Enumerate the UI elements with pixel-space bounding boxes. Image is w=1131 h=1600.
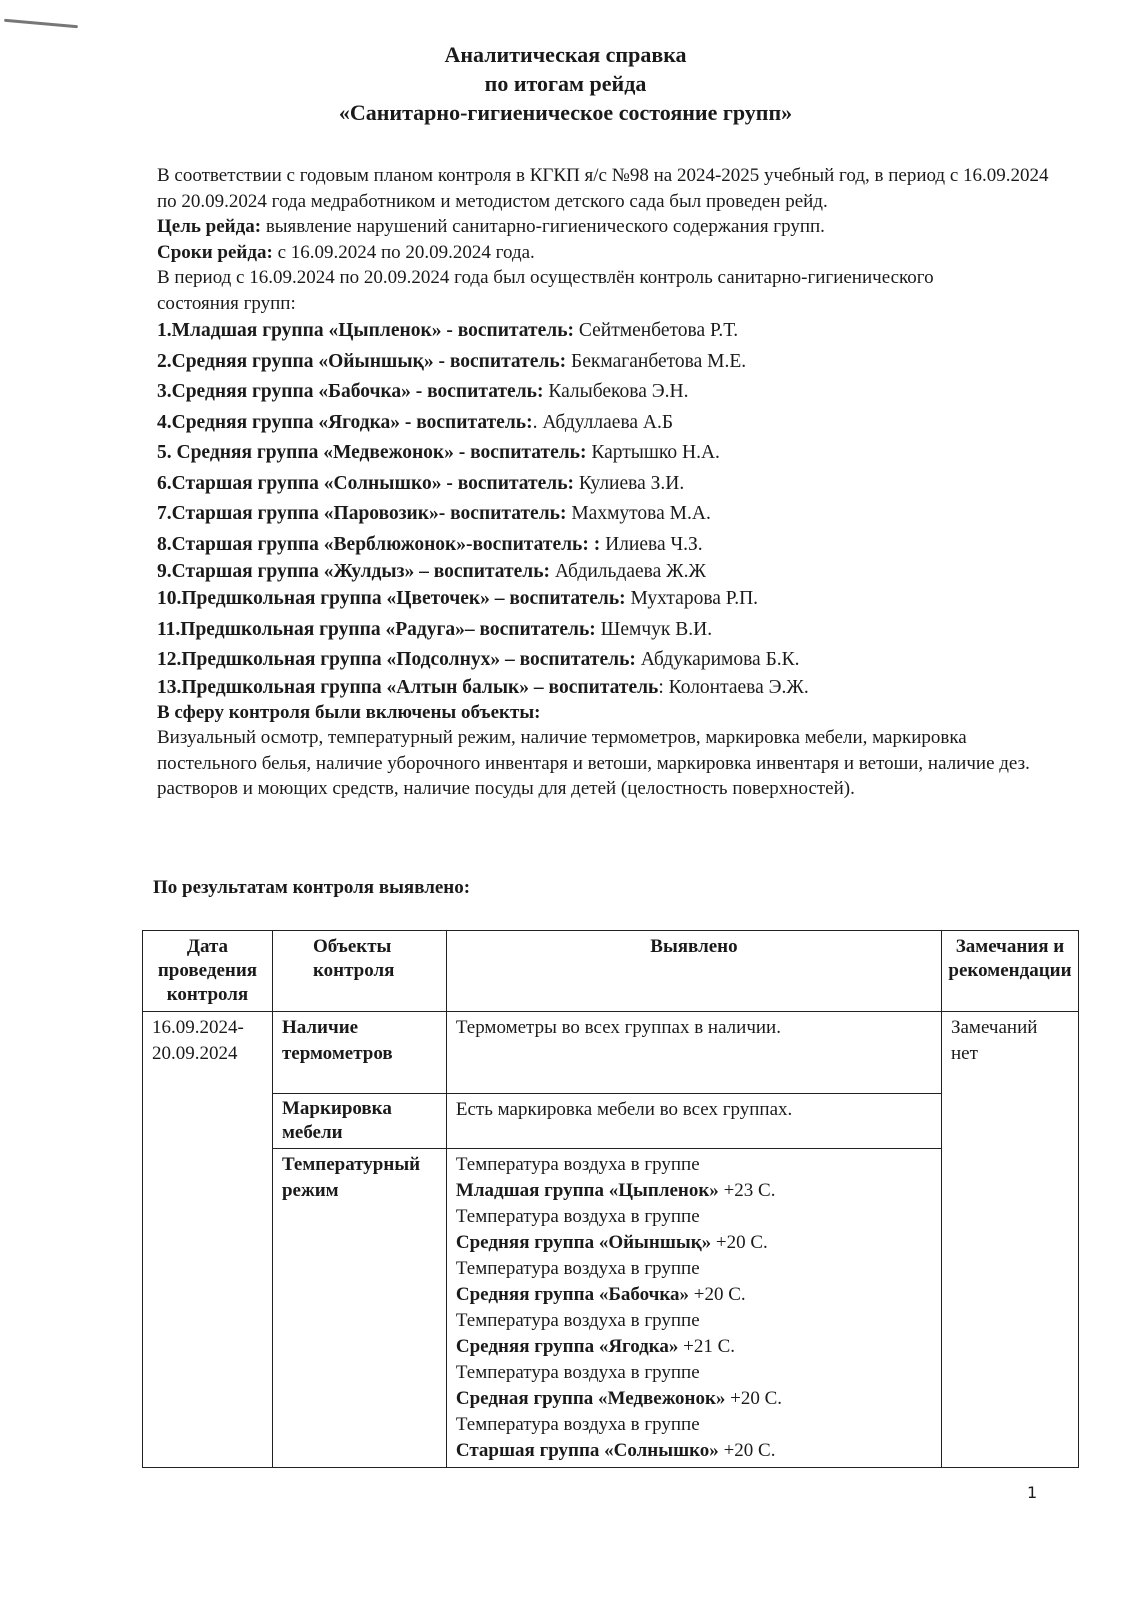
list-item: 11.Предшкольная группа «Радуга»– воспитатель: Шемчук В.И. — [157, 618, 713, 640]
temp-entry: Старшая группа «Солнышко» +20 С. — [455, 1440, 776, 1461]
remarks-cell: Замечаний нет — [941, 1012, 1078, 1468]
list-item: 3.Средняя группа «Бабочка» - воспитатель: Калыбекова Э.Н. — [157, 381, 689, 402]
found-cell: Термометры во всех группах в наличии. — [446, 1012, 941, 1094]
title-line-3: «Санитарно-гигиеническое состояние групп» — [338, 100, 793, 125]
group-list — [157, 316, 1057, 700]
document-title — [0, 40, 1131, 127]
temp-prefix: Температура воздуха в группе — [455, 1310, 700, 1331]
title-line-1: Аналитическая справка — [444, 42, 687, 67]
object-cell: Температурный режим — [272, 1149, 446, 1468]
header-date: Дата проведения контроля — [143, 931, 273, 1012]
goal-line — [157, 214, 1057, 240]
header-remarks: Замечания и рекомендации — [941, 931, 1078, 1012]
table-row — [143, 1094, 1079, 1149]
scan-artifact-mark — [4, 19, 78, 28]
terms-line — [157, 240, 1057, 266]
list-item: 1.Младшая группа «Цыпленок» - воспитатель: Сейтменбетова Р.Т. — [157, 320, 739, 341]
temp-entry: Средняя группа «Бабочка» +20 С. — [455, 1284, 746, 1305]
control-paragraph: В период с 16.09.2024 по 20.09.2024 года был осуществлён контроль санитарно-гигиенического состояния групп: — [157, 267, 934, 314]
found-cell — [446, 1149, 941, 1468]
date-cell: 16.09.2024-20.09.2024 — [143, 1012, 273, 1468]
scope-paragraph: Визуальный осмотр, температурный режим, наличие термометров, маркировка мебели, маркировка постельного белья, наличие уборочного инвентаря и ветоши, маркировка инвентаря и ветоши, наличие дез. растворов и моющих средств, наличие посуды для детей (целостность поверхностей). — [157, 727, 1030, 799]
found-cell: Есть маркировка мебели во всех группах. — [446, 1094, 941, 1149]
list-item: 8.Старшая группа «Верблюжонок»-воспитатель: : Илиева Ч.З. — [157, 533, 703, 555]
list-item: 10.Предшкольная группа «Цветочек» – воспитатель: Мухтарова Р.П. — [157, 588, 759, 609]
temp-entry: Средняя группа «Ягодка» +21 С. — [455, 1336, 736, 1357]
temp-prefix: Температура воздуха в группе — [455, 1414, 700, 1435]
list-item: 2.Средняя группа «Ойыншық» - воспитатель: Бекмаганбетова М.Е. — [157, 350, 747, 372]
terms-label: Сроки рейда: — [157, 241, 273, 263]
temp-prefix: Температура воздуха в группе — [455, 1154, 700, 1175]
table-header-row — [143, 931, 1079, 1012]
list-item: 13.Предшкольная группа «Алтын балык» – воспитатель: Колонтаева Э.Ж. — [157, 676, 809, 698]
results-table — [142, 930, 1079, 1468]
goal-text: выявление нарушений санитарно-гигиенического содержания групп. — [261, 216, 825, 237]
temp-prefix: Температура воздуха в группе — [455, 1206, 700, 1227]
page-number: 1 — [1027, 1483, 1038, 1502]
temp-prefix: Температура воздуха в группе — [455, 1258, 700, 1279]
object-cell: Наличие термометров — [272, 1012, 446, 1094]
terms-text: с 16.09.2024 по 20.09.2024 года. — [272, 241, 535, 263]
list-item: 4.Средняя группа «Ягодка» - воспитатель:. Абдуллаева А.Б — [157, 411, 674, 433]
scope-heading: В сферу контроля были включены объекты: — [157, 701, 541, 723]
list-item: 7.Старшая группа «Паровозик»- воспитатель: Махмутова М.А. — [157, 503, 711, 524]
object-cell: Маркировка мебели — [272, 1094, 446, 1149]
header-found: Выявлено — [446, 931, 941, 1012]
header-objects: Объекты контроля — [272, 931, 446, 1012]
temp-entry: Младшая группа «Цыпленок» +23 С. — [455, 1180, 776, 1201]
title-line-2: по итогам рейда — [484, 71, 647, 96]
intro-paragraph: В соответствии с годовым планом контроля в КГКП я/с №98 на 2024-2025 учебный год, в период с 16.09.2024 по 20.09.2024 года медработником и методистом детского сада был проведен рейд. — [157, 165, 1049, 212]
list-item: 12.Предшкольная группа «Подсолнух» – воспитатель: Абдукаримова Б.К. — [157, 649, 800, 670]
list-item: 6.Старшая группа «Солнышко» - воспитатель: Кулиева З.И. — [157, 472, 685, 494]
goal-label: Цель рейда: — [157, 216, 262, 237]
document-body — [157, 163, 1057, 802]
temp-entry: Средняя группа «Ойыншық» +20 С. — [455, 1232, 768, 1253]
temp-entry: Средная группа «Медвежонок» +20 С. — [455, 1388, 783, 1409]
list-item: 5. Средняя группа «Медвежонок» - воспитатель: Картышко Н.А. — [157, 442, 720, 463]
list-item: 9.Старшая группа «Жулдыз» – воспитатель: Абдильдаева Ж.Ж — [157, 561, 706, 582]
temp-prefix: Температура воздуха в группе — [455, 1362, 700, 1383]
table-row — [143, 1149, 1079, 1468]
results-heading: По результатам контроля выявлено: — [153, 877, 471, 898]
table-row — [143, 1012, 1079, 1094]
